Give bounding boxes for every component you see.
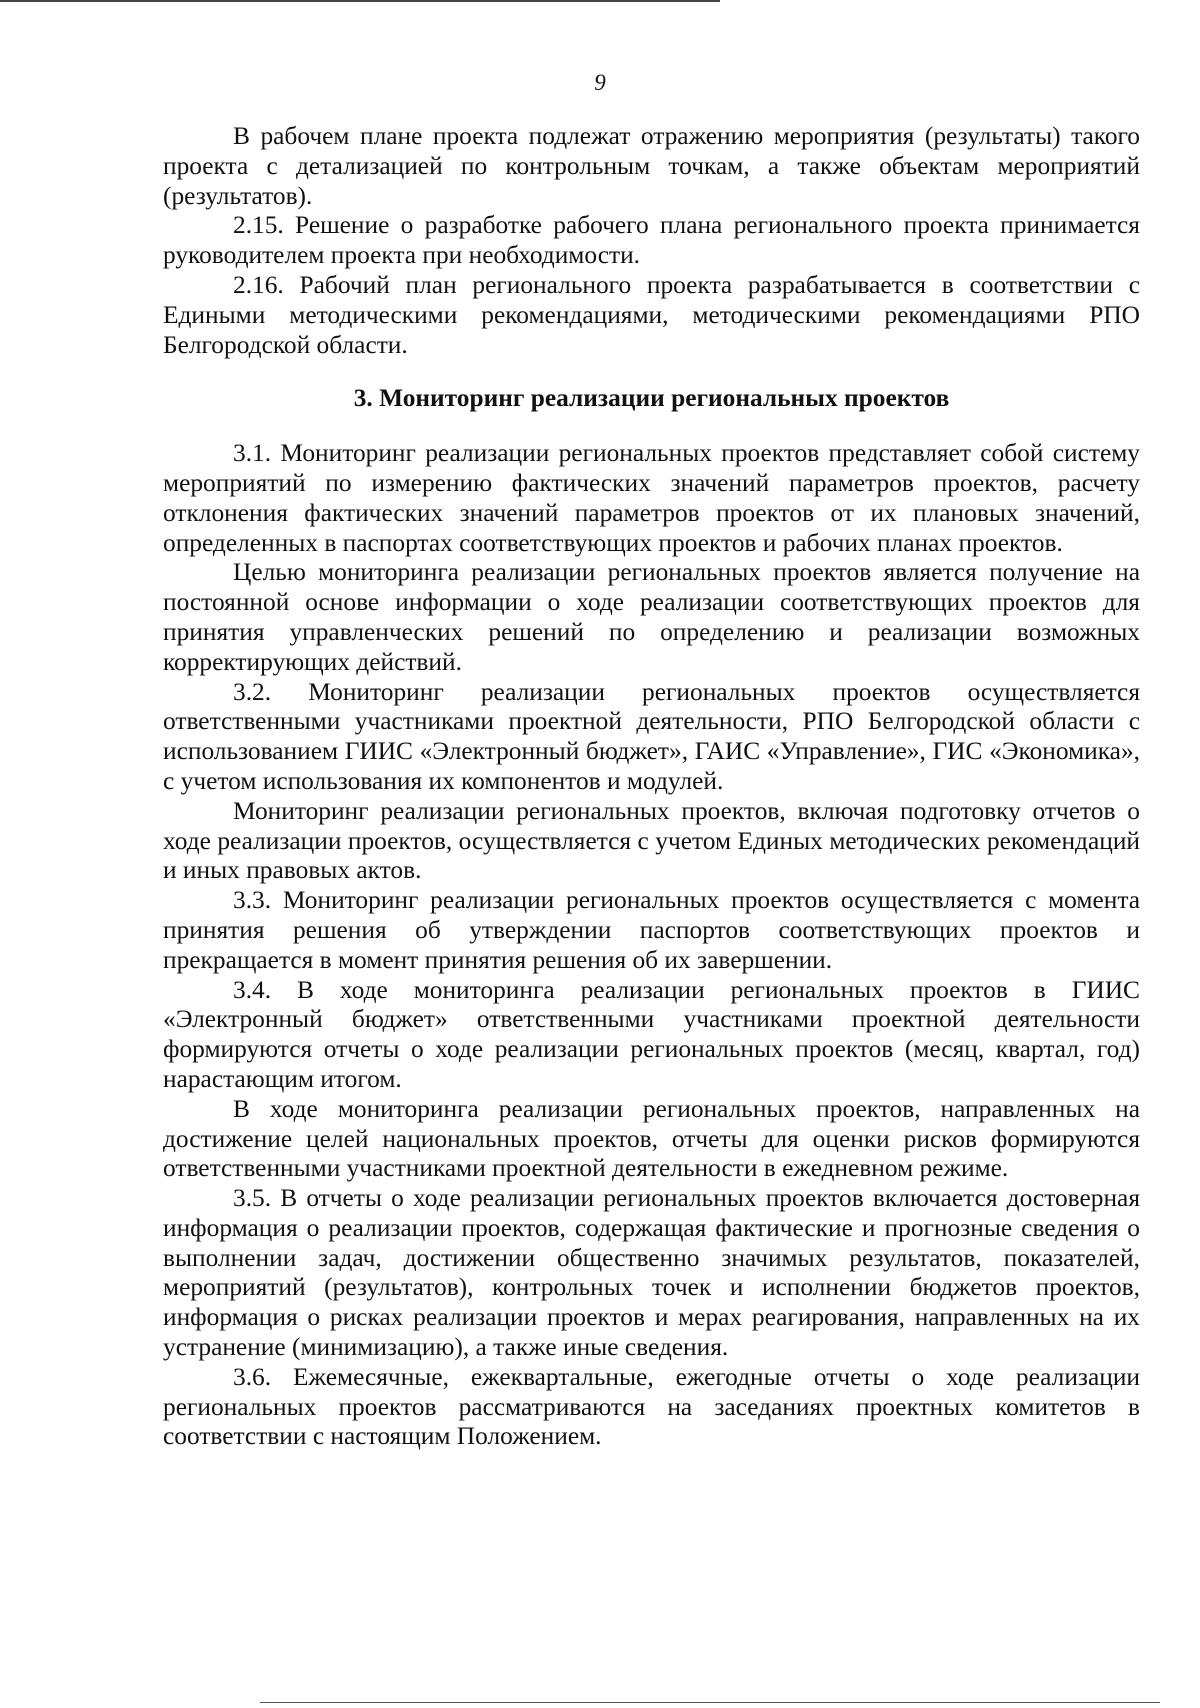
paragraph: В ходе мониторинга реализации региональных проектов, направленных на достижение целей национальных проектов, отчеты для оценки рисков формируются ответственными участниками проектной деятельности в ежедневном режиме. xyxy=(163,1094,1140,1183)
section-heading: 3. Мониторинг реализации региональных проектов xyxy=(353,384,950,413)
paragraph-3-3: 3.3. Мониторинг реализации региональных проектов осуществляется с момента принятия решения об утверждении паспортов соответствующих проектов и прекращается в момент принятия решения об их завершении. xyxy=(163,886,1140,974)
paragraph-3-2: 3.2. Мониторинг реализации региональных проектов осуществляется ответственными участниками проектной деятельности, РПО Белгородской области с использованием ГИИС «Электронный бюджет», ГАИС «Управление», ГИС «Экономика», с учетом использования их компонентов и модулей. xyxy=(163,677,1140,795)
document-body xyxy=(163,122,1140,1452)
paragraph-2-15: 2.15. Решение о разработке рабочего плана регионального проекта принимается руководителем проекта при необходимости. xyxy=(163,211,1140,270)
paragraph-3-5: 3.5. В отчеты о ходе реализации региональных проектов включается достоверная информация о реализации проектов, содержащая фактические и прогнозные сведения о выполнении задач, достижении общественно значимых результатов, показателей, мероприятий (результатов), контрольных точек и исполнении бюджетов проектов, информация о рисках реализации проектов и мерах реагирования, направленных на их устранение (минимизацию), а также иные сведения. xyxy=(163,1184,1140,1362)
paragraph: Мониторинг реализации региональных проектов, включая подготовку отчетов о ходе реализации проектов, осуществляется с учетом Единых методических рекомендаций и иных правовых актов. xyxy=(163,796,1140,885)
page-number: 9 xyxy=(594,70,606,95)
paragraph: Целью мониторинга реализации региональных проектов является получение на постоянной основе информации о ходе реализации соответствующих проектов для принятия управленческих решений по определению и реализации возможных корректирующих действий. xyxy=(163,558,1140,676)
paragraph-2-16: 2.16. Рабочий план регионального проекта разрабатывается в соответствии с Едиными методическими рекомендациями, методическими рекомендациями РПО Белгородской области. xyxy=(163,270,1140,359)
scan-edge-top xyxy=(0,0,720,2)
scan-edge-bottom xyxy=(260,1702,1160,1703)
paragraph-3-6: 3.6. Ежемесячные, ежеквартальные, ежегодные отчеты о ходе реализации региональных проектов рассматриваются на заседаниях проектных комитетов в соответствии с настоящим Положением. xyxy=(163,1362,1140,1451)
paragraph-3-1: 3.1. Мониторинг реализации региональных проектов представляет собой систему мероприятий по измерению фактических значений параметров проектов, расчету отклонения фактических значений параметров проектов от их плановых значений, определенных в паспортах соответствующих проектов и рабочих планах проектов. xyxy=(163,439,1140,557)
paragraph: В рабочем плане проекта подлежат отражению мероприятия (результаты) такого проекта с детализацией по контрольным точкам, а также объектам мероприятий (результатов). xyxy=(163,122,1140,210)
paragraph-3-4: 3.4. В ходе мониторинга реализации региональных проектов в ГИИС «Электронный бюджет» ответственными участниками проектной деятельности формируются отчеты о ходе реализации региональных проектов (месяц, квартал, год) нарастающим итогом. xyxy=(163,975,1140,1093)
